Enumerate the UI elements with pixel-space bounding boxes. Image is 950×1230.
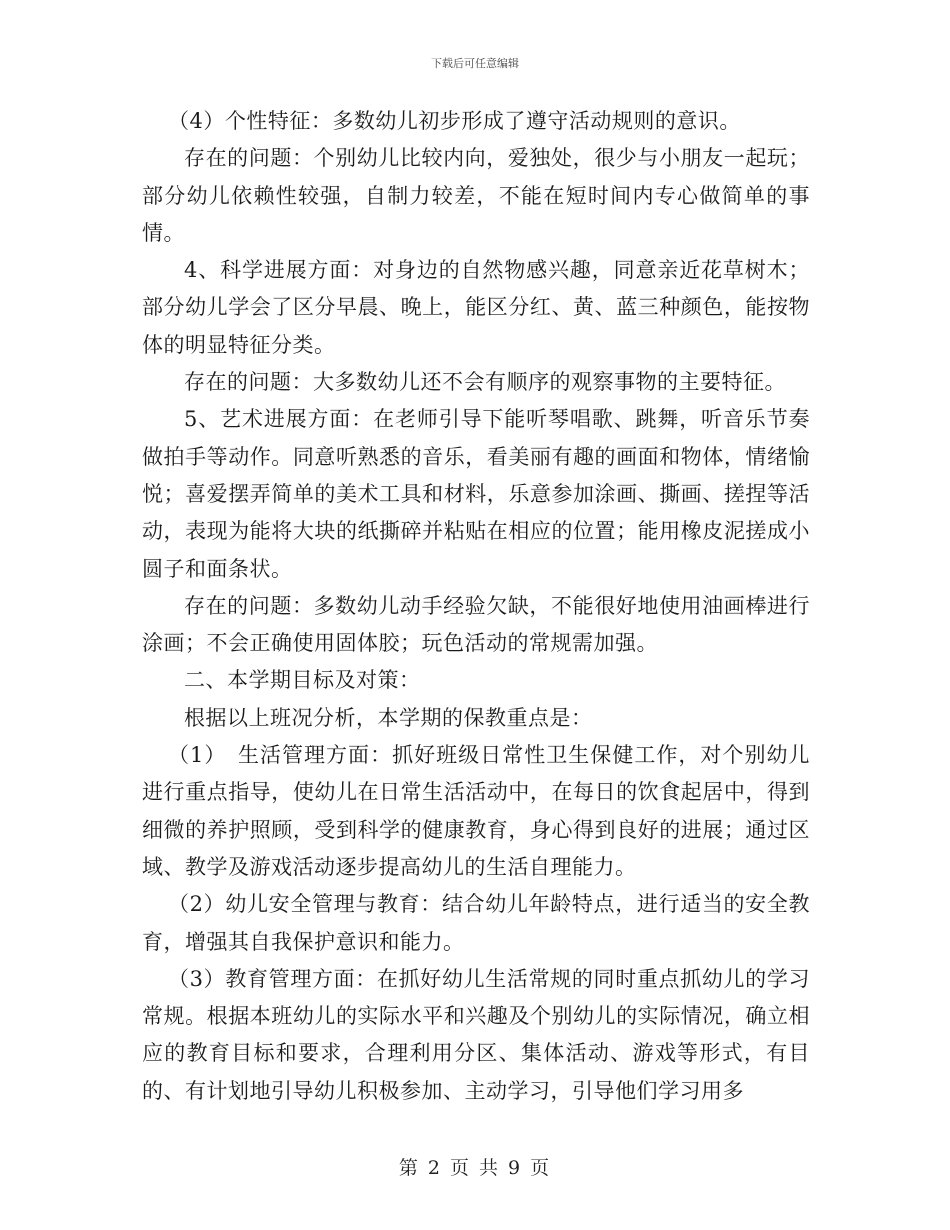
document-body bbox=[142, 103, 810, 1110]
page-number: 第 2 页 共 9 页 bbox=[398, 1157, 552, 1179]
paragraph-science: 4、科学进展方面：对身边的自然物感兴趣，同意亲近花草树木；部分幼儿学会了区分早晨、晚上，能区分红、黄、蓝三种颜色，能按物体的明显特征分类。 bbox=[142, 258, 810, 357]
paragraph-safety: （2）幼儿安全管理与教育：结合幼儿年龄特点，进行适当的安全教育，增强其自我保护意识和能力。 bbox=[142, 892, 810, 954]
page-header: 下载后可任意编辑 bbox=[431, 57, 519, 70]
paragraph-life-management: （1） 生活管理方面：抓好班级日常性卫生保健工作，对个别幼儿进行重点指导，使幼儿在日常生活活动中，在每日的饮食起居中，得到细微的养护照顾，受到科学的健康教育，身心得到良好的进展；通过区域、教学及游戏活动逐步提高幼儿的生活自理能力。 bbox=[142, 743, 810, 879]
paragraph-focus-intro: 根据以上班况分析，本学期的保教重点是： bbox=[184, 705, 593, 730]
paragraph-personality: （4）个性特征：多数幼儿初步形成了遵守活动规则的意识。 bbox=[168, 109, 741, 133]
paragraph-art: 5、艺术进展方面：在老师引导下能听琴唱歌、跳舞，听音乐节奏做拍手等动作。同意听熟悉的音乐，看美丽有趣的画面和物体，情绪愉悦；喜爱摆弄简单的美术工具和材料，乐意参加涂画、撕画、搓捏等活动，表现为能将大块的纸撕碎并粘贴在相应的位置；能用橡皮泥搓成小圆子和面条状。 bbox=[142, 407, 810, 581]
section-heading-goals: 二、本学期目标及对策： bbox=[184, 668, 421, 693]
paragraph-art-issues: 存在的问题：多数幼儿动手经验欠缺，不能很好地使用油画棒进行涂画；不会正确使用固体胶；玩色活动的常规需加强。 bbox=[142, 593, 810, 656]
paragraph-science-issues: 存在的问题：大多数幼儿还不会有顺序的观察事物的主要特征。 bbox=[184, 370, 786, 395]
paragraph-personality-issues: 存在的问题：个别幼儿比较内向，爱独处，很少与小朋友一起玩；部分幼儿依赖性较强，自制力较差，不能在短时间内专心做简单的事情。 bbox=[142, 146, 810, 245]
paragraph-education-management: （3）教育管理方面：在抓好幼儿生活常规的同时重点抓幼儿的学习常规。根据本班幼儿的实际水平和兴趣及个别幼儿的实际情况，确立相应的教育目标和要求，合理利用分区、集体活动、游戏等形式，有目的、有计划地引导幼儿积极参加、主动学习，引导他们学习用多 bbox=[142, 966, 810, 1103]
